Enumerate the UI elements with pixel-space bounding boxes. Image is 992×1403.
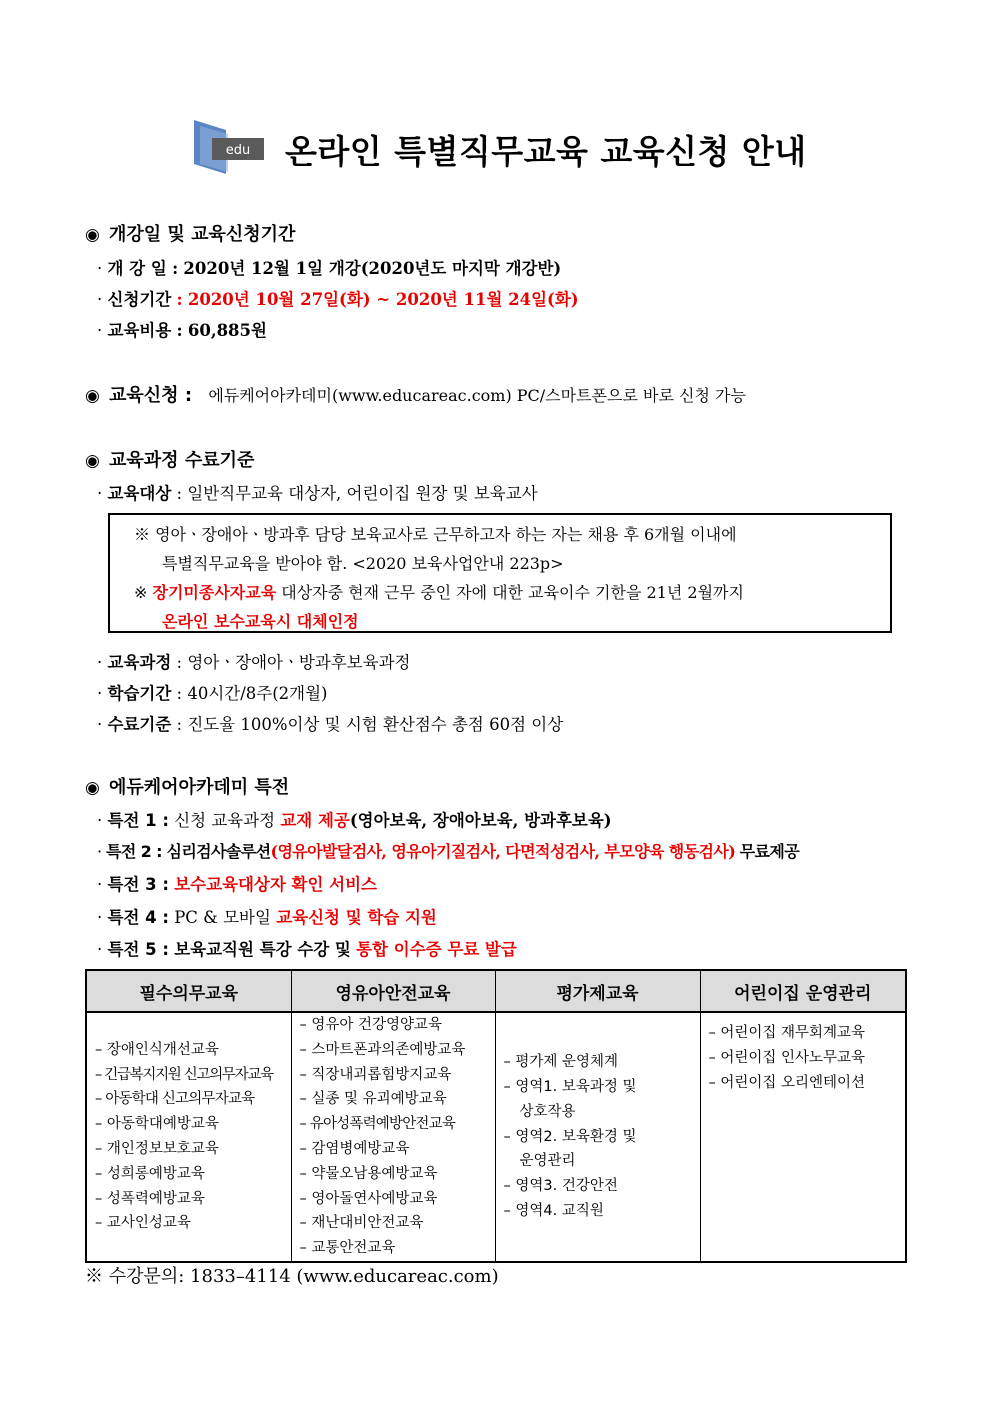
list-item: – 어린이집 오리엔테이션 [708, 1074, 866, 1091]
list-item: – 평가제 운영체계 [503, 1054, 619, 1071]
list-item: – 개인정보보호교육 [95, 1140, 219, 1157]
item-value: 40시간/8주(2개월) [187, 684, 328, 703]
list-item: – 실종 및 유괴예방교육 [299, 1091, 447, 1108]
list-item: – 어린이집 인사노무교육 [708, 1049, 866, 1066]
list-item: – 영역3. 건강안전 [503, 1178, 618, 1195]
list-item: – 긴급복지지원 신고의무자교육 [95, 1066, 273, 1083]
list-item: – 약물오남용예방교육 [299, 1165, 438, 1182]
criteria-period: · 학습기간 : 40시간/8주(2개월) [97, 684, 328, 703]
schedule-apply-period: · 신청기간 : 2020년 10월 27일(화) ~ 2020년 11월 24일(화) [97, 290, 579, 309]
section-benefits-heading [85, 773, 289, 799]
note-line: ※ 장기미종사자교육 대상자중 현재 근무 중인 자에 대한 교육이수 기한을 21년 2월까지 [134, 583, 744, 602]
page-title: 온라인 특별직무교육 교육신청 안내 [285, 132, 807, 171]
logo-text: edu [225, 143, 251, 158]
title-block [190, 118, 830, 178]
item-value: 일반직무교육 대상자, 어린이집 원장 및 보육교사 [187, 484, 538, 503]
list-item: – 직장내괴롭힘방지교육 [299, 1066, 452, 1083]
note-line: ※ 영아ㆍ장애아ㆍ방과후 담당 보육교사로 근무하고자 하는 자는 채용 후 6개월 이내에 [134, 525, 737, 544]
list-item: – 영유아 건강영양교육 [299, 1017, 443, 1033]
benefit-3: · 특전 3 : 보수교육대상자 확인 서비스 [97, 875, 377, 894]
criteria-completion: · 수료기준 : 진도율 100%이상 및 시험 환산점수 총점 60점 이상 [97, 715, 564, 734]
benefit-2: · 특전 2 : 심리검사솔루션(영유아발달검사, 영유아기질검사, 다면적성검사, 부모양육 행동검사) 무료제공 [97, 842, 800, 861]
item-label: 신청기간 [107, 290, 172, 309]
schedule-start-date: · 개 강 일 : 2020년 12월 1일 개강(2020년도 마지막 개강반) [97, 259, 562, 278]
item-value: 2020년 10월 27일(화) ~ 2020년 11월 24일(화) [187, 290, 579, 309]
section-heading: 교육신청 : [109, 385, 193, 406]
table-header: 영유아안전교육 [291, 970, 495, 1012]
note-line: 특별직무교육을 받아야 함. <2020 보육사업안내 223p> [162, 554, 564, 573]
item-label: 교육대상 [107, 484, 172, 503]
table-header: 어린이집 운영관리 [700, 970, 906, 1012]
benefit-1: · 특전 1 : 신청 교육과정 교재 제공(영아보육, 장애아보육, 방과후보육) [97, 811, 612, 830]
table-header: 필수의무교육 [86, 970, 291, 1012]
list-item: – 성희롱예방교육 [95, 1165, 205, 1182]
list-item: – 아동학대 신고의무자교육 [95, 1091, 255, 1108]
list-item: – 영역2. 보육환경 및 [503, 1128, 637, 1145]
list-item: 운영관리 [519, 1153, 576, 1170]
list-item: – 감염병예방교육 [299, 1140, 410, 1157]
item-label: 수료기준 [107, 715, 172, 734]
item-label: 학습기간 [107, 684, 172, 703]
list-item: – 성폭력예방교육 [95, 1190, 205, 1207]
criteria-course: · 교육과정 : 영아ㆍ장애아ㆍ방과후보육과정 [97, 653, 411, 672]
list-item: – 재난대비안전교육 [299, 1215, 424, 1232]
list-item: – 영역4. 교직원 [503, 1202, 604, 1219]
bullet-marker-icon: ◉ [85, 225, 100, 245]
benefit-5: · 특전 5 : 보육교직원 특강 수강 및 통합 이수증 무료 발급 [97, 940, 517, 959]
list-item: – 교사인성교육 [95, 1215, 191, 1232]
section-criteria-heading [85, 446, 254, 472]
item-value: 2020년 12월 1일 개강(2020년도 마지막 개강반) [183, 259, 562, 278]
item-value: 진도율 100%이상 및 시험 환산점수 총점 60점 이상 [187, 715, 564, 734]
apply-text: 에듀케어아카데미(www.educareac.com) PC/스마트폰으로 바로 신청 가능 [208, 386, 746, 405]
bullet-marker-icon: ◉ [85, 451, 100, 471]
item-value: 영아ㆍ장애아ㆍ방과후보육과정 [187, 653, 411, 672]
section-heading: 개강일 및 교육신청기간 [109, 224, 296, 245]
notice-box [108, 513, 892, 633]
section-heading: 에듀케어아카데미 특전 [109, 777, 290, 798]
item-label: 교육과정 [107, 653, 172, 672]
list-item: – 어린이집 재무회계교육 [708, 1025, 866, 1041]
list-item: – 영역1. 보육과정 및 [503, 1078, 637, 1095]
table-cell-evaluation [495, 1012, 700, 1262]
benefit-4: · 특전 4 : PC & 모바일 교육신청 및 학습 지원 [97, 908, 437, 927]
course-table [85, 969, 907, 1263]
bullet-marker-icon: ◉ [85, 778, 100, 798]
item-label: 개 강 일 [107, 259, 167, 278]
list-item: – 교통안전교육 [299, 1240, 396, 1257]
table-cell-management [700, 1012, 906, 1262]
list-item: 상호작용 [519, 1103, 576, 1120]
table-row [86, 1012, 906, 1262]
section-heading: 교육과정 수료기준 [109, 450, 255, 471]
contact-footer: ※ 수강문의: 1833–4114 (www.educareac.com) [85, 1266, 499, 1287]
list-item: – 아동학대예방교육 [95, 1116, 219, 1133]
schedule-cost: · 교육비용 : 60,885원 [97, 321, 267, 340]
table-cell-mandatory [86, 1012, 291, 1262]
edu-logo-icon [190, 118, 270, 176]
bullet-marker-icon: ◉ [85, 386, 100, 406]
table-header-row [86, 970, 906, 1012]
section-schedule-heading [85, 220, 295, 246]
item-label: 교육비용 [107, 321, 172, 340]
table-header: 평가제교육 [495, 970, 700, 1012]
criteria-target: · 교육대상 : 일반직무교육 대상자, 어린이집 원장 및 보육교사 [97, 484, 538, 503]
list-item: – 장애인식개선교육 [95, 1041, 219, 1058]
note-highlight: 장기미종사자교육 [152, 583, 277, 602]
list-item: – 유아성폭력예방안전교육 [299, 1116, 456, 1133]
note-line: 온라인 보수교육시 대체인정 [162, 612, 359, 631]
list-item: – 영아돌연사예방교육 [299, 1190, 438, 1207]
section-apply [85, 381, 746, 407]
table-cell-safety [291, 1012, 495, 1262]
item-value: 60,885원 [187, 321, 267, 340]
list-item: – 스마트폰과의존예방교육 [299, 1041, 466, 1058]
